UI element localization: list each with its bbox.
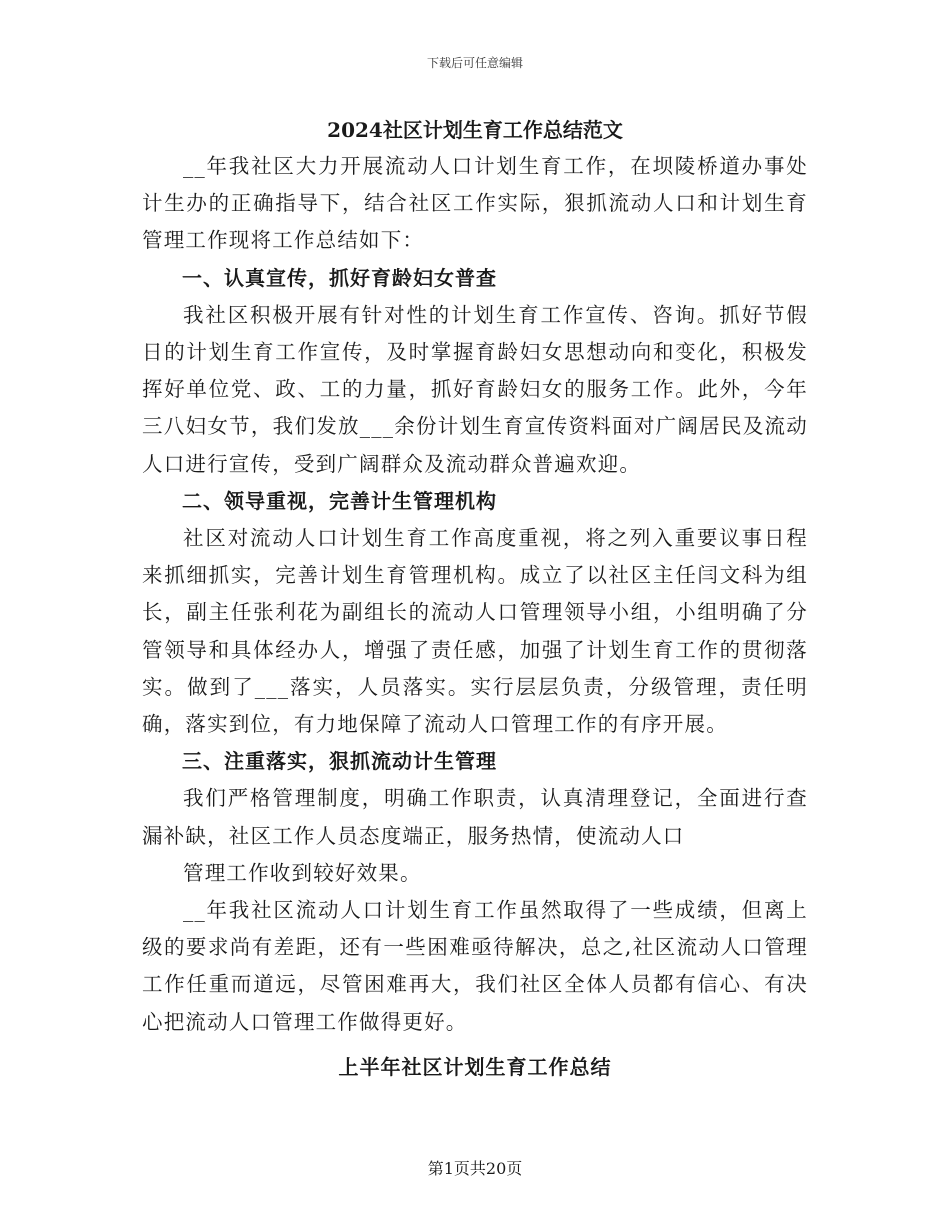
section-2-heading: 二、领导重视，完善计生管理机构 — [182, 488, 497, 513]
section-1-body: 我社区积极开展有针对性的计划生育工作宣传、咨询。抓好节假日的计划生育工作宣传，及时掌握育龄妇女思想动向和变化，积极发挥好单位党、政、工的力量，抓好育龄妇女的服务工作。此外，今年三八妇女节，我们发放___余份计划生育宣传资料面对广阔居民及流动人口进行宣传，受到广阔群众及流动群众普遍欢迎。 — [142, 302, 808, 476]
next-document-title: 上半年社区计划生育工作总结 — [338, 1054, 612, 1079]
header-note: 下载后可任意编辑 — [426, 56, 523, 70]
section-3-body: 我们严格管理制度，明确工作职责，认真清理登记，全面进行查漏补缺，社区工作人员态度端正，服务热情，使流动人口 — [142, 786, 808, 848]
document-title: 2024社区计划生育工作总结范文 — [327, 118, 623, 142]
section-1-heading: 一、认真宣传，抓好育龄妇女普查 — [182, 265, 497, 290]
document-content — [142, 112, 808, 1086]
section-3-heading: 三、注重落实，狠抓流动计生管理 — [182, 749, 497, 774]
section-2-body: 社区对流动人口计划生育工作高度重视，将之列入重要议事日程来抓细抓实，完善计划生育管理机构。成立了以社区主任闫文科为组长，副主任张利花为副组长的流动人口管理领导小组，小组明确了分管领导和具体经办人，增强了责任感，加强了计划生育工作的贯彻落实。做到了___落实，人员落实。实行层层负责，分级管理，责任明确，落实到位，有力地保障了流动人口管理工作的有序开展。 — [142, 526, 808, 737]
page-number-footer: 第1页共20页 — [427, 1159, 523, 1178]
intro-paragraph: __年我社区大力开展流动人口计划生育工作，在坝陵桥道办事处计生办的正确指导下，结合社区工作实际，狠抓流动人口和计划生育管理工作现将工作总结如下： — [142, 154, 808, 253]
conclusion-paragraph: __年我社区流动人口计划生育工作虽然取得了一些成绩，但离上级的要求尚有差距，还有一些困难亟待解决，总之,社区流动人口管理工作任重而道远，尽管困难再大，我们社区全体人员都有信心、有决心把流动人口管理工作做得更好。 — [142, 898, 808, 1034]
section-3-continuation: 管理工作收到较好效果。 — [183, 860, 422, 885]
